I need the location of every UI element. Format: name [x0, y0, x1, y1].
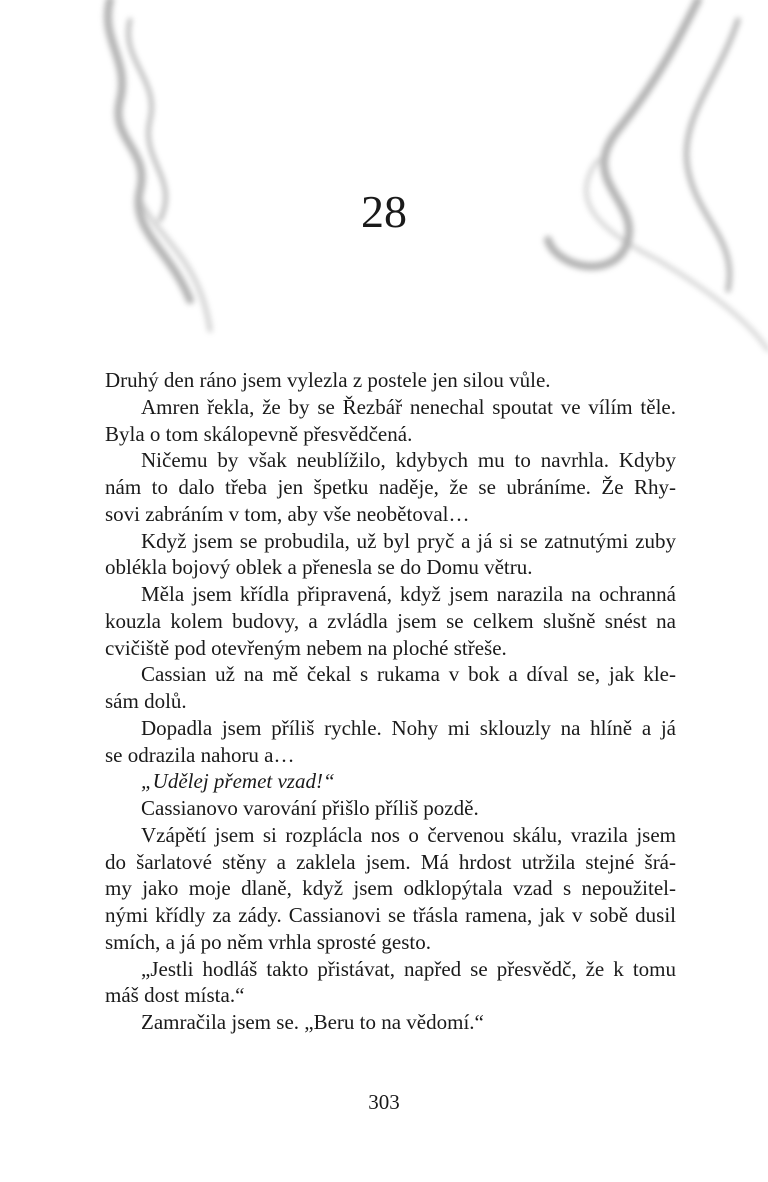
text-line: oblékla bojový oblek a přenesla se do Domu větru. [105, 555, 533, 580]
text-line: „Udělej přemet vzad!“ [141, 769, 335, 794]
page-number: 303 [368, 1090, 400, 1114]
text-line: smích, a já po něm vrhla sprosté gesto. [105, 929, 432, 954]
text-line: Vzápětí jsem si rozplácla nos o červenou skálu, vrazila jsem [141, 822, 676, 847]
text-line: Měla jsem křídla připravená, když jsem narazila na ochranná [141, 582, 676, 606]
text-line: sám dolů. [105, 689, 187, 713]
smoke-decoration-left [60, 0, 260, 340]
text-line: sovi zabráním v tom, aby vše neobětoval… [105, 501, 470, 526]
text-line: kouzla kolem budovy, a zvládla jsem se celkem slušně snést na [105, 608, 676, 633]
text-line: my jako moje dlaně, když jsem odklopýtala vzad s nepoužitel- [105, 876, 676, 901]
text-line: Ničemu by však neublížilo, kdybych mu to navrhla. Kdyby [141, 448, 676, 473]
text-line: Cassianovo varování přišlo příliš pozdě. [141, 796, 479, 820]
text-line: do šarlatové stěny a zaklela jsem. Má hrdost utržila stejné šrá- [105, 849, 676, 874]
smoke-decoration-right [538, 0, 768, 360]
text-line: Amren řekla, že by se Řezbář nenechal spoutat ve vílím těle. [141, 394, 676, 419]
text-line: máš dost místa.“ [105, 983, 245, 1008]
text-line: Byla o tom skálopevně přesvědčená. [105, 421, 413, 446]
text-line: Když jsem se probudila, už byl pryč a já si se zatnutými zuby [141, 528, 676, 553]
body-text [105, 367, 676, 1036]
text-line: Druhý den ráno jsem vylezla z postele jen silou vůle. [105, 368, 551, 392]
chapter-number: 28 [361, 186, 407, 237]
text-line: se odrazila nahoru a… [105, 742, 295, 767]
text-line: Zamračila jsem se. „Beru to na vědomí.“ [141, 1010, 484, 1034]
text-line: Cassian už na mě čekal s rukama v bok a díval se, jak kle- [141, 662, 676, 687]
text-line: cvičiště pod otevřeným nebem na ploché střeše. [105, 635, 507, 660]
text-line: Dopadla jsem příliš rychle. Nohy mi sklouzly na hlíně a já [141, 715, 676, 740]
text-line: nými křídly za zády. Cassianovi se třásla ramena, jak v sobě dusil [105, 903, 676, 927]
text-line: nám to dalo třeba jen špetku naděje, že se ubráníme. Že Rhy- [105, 475, 676, 499]
text-line: „Jestli hodláš takto přistávat, napřed se přesvědč, že k tomu [141, 956, 676, 981]
